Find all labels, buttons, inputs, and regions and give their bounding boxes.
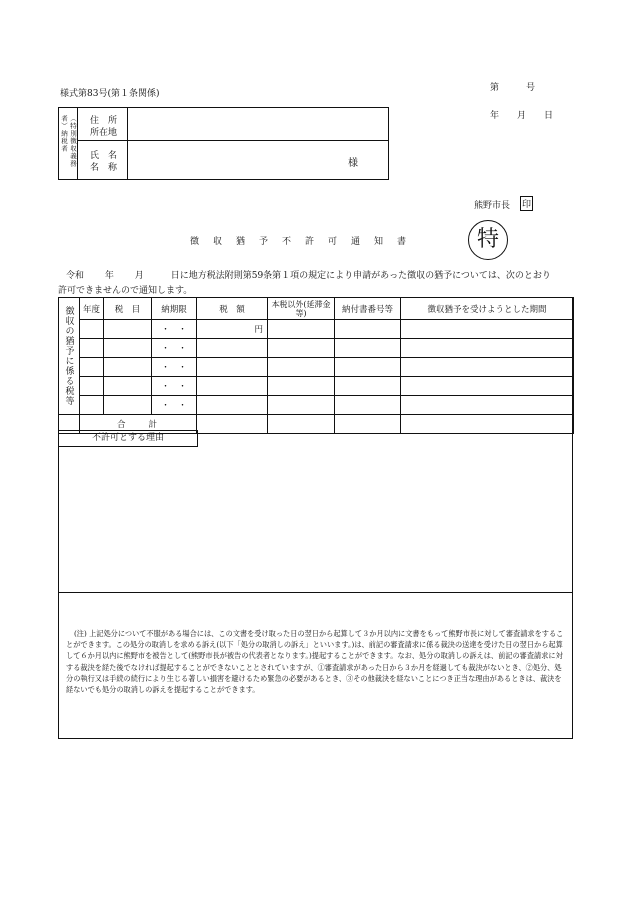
reason-label: 不許可とする理由	[58, 430, 198, 447]
notice-body-line1: 令和 年 月 日に地方税法附則第59条第１項の規定により申請があった徴収の猶予については、次のとおり	[66, 271, 551, 281]
total-label: 合 計	[80, 415, 197, 434]
tax-table	[58, 297, 574, 434]
address-label: 住 所	[90, 116, 118, 126]
header-due-date: 納期限	[152, 298, 197, 320]
table-side-label-cell	[59, 298, 80, 415]
special-mark-circle: 特	[468, 220, 508, 260]
taxpayer-side-label: （特別徴収義務者）納税者	[60, 115, 77, 168]
notice-body-line2: 許可できませんので通知します。	[58, 286, 193, 296]
form-number: 様式第83号(第１条関係)	[60, 89, 160, 99]
table-row: ・ ・ 円	[59, 320, 574, 339]
issuer-name: 熊野市長	[474, 201, 511, 211]
title-name-label: 名 称	[90, 163, 118, 173]
header-other-amount: 本税以外(延滞金等)	[268, 298, 335, 320]
document-title: 徴収猶予不許可通知書	[190, 237, 421, 247]
table-row: ・ ・	[59, 396, 574, 415]
table-row: ・ ・	[59, 358, 574, 377]
issue-date: 年 月 日	[490, 111, 554, 121]
location-label: 所在地	[90, 128, 118, 138]
table-side-label: 徴収の猶予に係る税等	[63, 306, 74, 406]
name-label: 氏 名	[90, 151, 118, 161]
header-tax-amount: 税 額	[197, 298, 268, 320]
document-number: 第 号	[490, 83, 536, 93]
header-payment-number: 納付書番号等	[335, 298, 401, 320]
header-tax-item: 税 目	[104, 298, 152, 320]
header-period: 徴収猶予を受けようとした期間	[401, 298, 574, 320]
appeal-note: (注) 上記処分について不服がある場合には、この文書を受け取った日の翌日から起算して３か月以内に文書をもって熊野市長に対して審査請求をすることができます。この処分の取消しを求める訴え(以下「処分の取消しの訴え」といいます。)は、前記の審査請求に係る裁決の送達を受けた日の翌日から起算して６か月以内に熊野市を被告として(熊野市長が被告の代表者となります。)提起することができます。なお、処分の取消しの訴えは、前記の審査請求に対する裁決を経た後でなければ提起することができないこととされていますが、①審査請求があった日から３か月を経過しても裁決がないとき、②処分、処分の執行又は手続の続行により生じる著しい損害を避けるため緊急の必要があるとき、③その他裁決を経ないことにつき正当な理由があるときは、裁決を経ないでも処分の取消しの訴えを提起することができます。	[66, 629, 564, 695]
header-year: 年度	[80, 298, 104, 320]
seal-mark: 印	[520, 196, 533, 211]
table-row: ・ ・	[59, 377, 574, 396]
honorific: 様	[348, 158, 358, 169]
table-row: ・ ・	[59, 339, 574, 358]
